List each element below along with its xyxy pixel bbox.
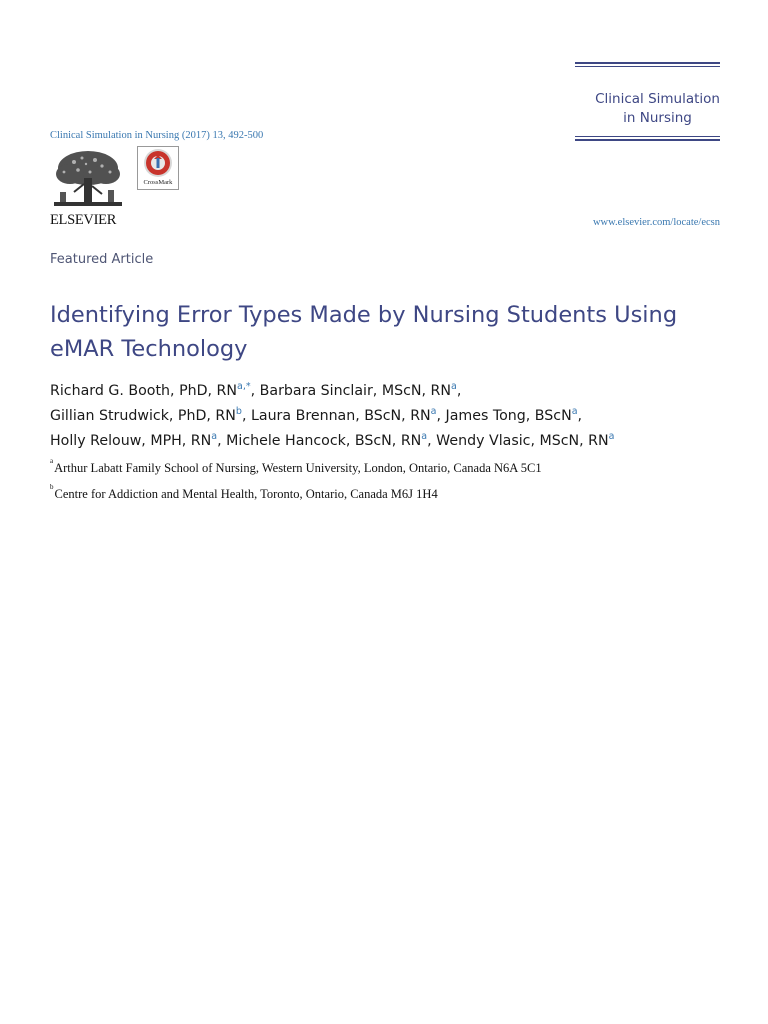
author-affiliation-mark[interactable]: b bbox=[235, 406, 242, 417]
logo-rule bbox=[575, 136, 720, 137]
affiliation-mark: a bbox=[50, 457, 54, 465]
affiliation bbox=[50, 483, 438, 502]
affiliation bbox=[50, 457, 542, 476]
section-label: Featured Article bbox=[50, 252, 154, 267]
author-name: Wendy Vlasic, MScN, RN bbox=[436, 433, 609, 449]
journal-name-line2: in Nursing bbox=[623, 110, 692, 126]
journal-logo bbox=[575, 60, 720, 144]
logo-rule bbox=[575, 139, 720, 141]
author-affiliation-mark[interactable]: a,* bbox=[237, 381, 251, 392]
journal-name-line1: Clinical Simulation bbox=[595, 91, 720, 107]
author-affiliation-mark[interactable]: a bbox=[608, 431, 615, 442]
author-separator: , bbox=[577, 408, 583, 424]
author-name: Michele Hancock, BScN, RN bbox=[226, 433, 422, 449]
author-list bbox=[50, 379, 740, 454]
author-name: Gillian Strudwick, PhD, RN bbox=[50, 408, 236, 424]
elsevier-tree-icon bbox=[50, 148, 126, 210]
journal-url-link[interactable]: www.elsevier.com/locate/ecsn bbox=[592, 217, 720, 228]
author-line bbox=[50, 404, 740, 429]
journal-citation-link[interactable]: Clinical Simulation in Nursing (2017) 13, 492-500 bbox=[50, 130, 264, 141]
author-separator: , bbox=[241, 408, 251, 424]
author-line bbox=[50, 379, 740, 404]
author-separator: , bbox=[217, 433, 227, 449]
logo-rule bbox=[575, 62, 720, 64]
author-separator: , bbox=[456, 383, 462, 399]
author-name: Richard G. Booth, PhD, RN bbox=[50, 383, 238, 399]
article-title: Identifying Error Types Made by Nursing Students Using eMAR Technology bbox=[50, 302, 678, 362]
author-separator: , bbox=[436, 408, 446, 424]
author-affiliation-mark[interactable]: a bbox=[211, 431, 218, 442]
author-name: Laura Brennan, BScN, RN bbox=[250, 408, 431, 424]
author-affiliation-mark[interactable]: a bbox=[450, 381, 457, 392]
author-name: Holly Relouw, MPH, RN bbox=[50, 433, 212, 449]
publisher-name: ELSEVIER bbox=[50, 212, 117, 228]
author-name: Barbara Sinclair, MScN, RN bbox=[259, 383, 451, 399]
author-separator: , bbox=[427, 433, 437, 449]
author-separator: , bbox=[250, 383, 260, 399]
affiliation-text: Arthur Labatt Family School of Nursing, Western University, London, Ontario, Canada N6A 5C1 bbox=[54, 461, 542, 475]
author-line bbox=[50, 429, 740, 454]
affiliation-text: Centre for Addiction and Mental Health, Toronto, Ontario, Canada M6J 1H4 bbox=[54, 487, 438, 501]
logo-rule bbox=[575, 66, 720, 67]
author-name: James Tong, BScN bbox=[445, 408, 572, 424]
journal-name bbox=[575, 90, 720, 128]
crossmark-label: CrossMark bbox=[143, 179, 173, 186]
affiliation-mark: b bbox=[50, 483, 54, 491]
author-affiliation-mark[interactable]: a bbox=[571, 406, 578, 417]
author-affiliation-mark[interactable]: a bbox=[430, 406, 437, 417]
author-affiliation-mark[interactable]: a bbox=[421, 431, 428, 442]
